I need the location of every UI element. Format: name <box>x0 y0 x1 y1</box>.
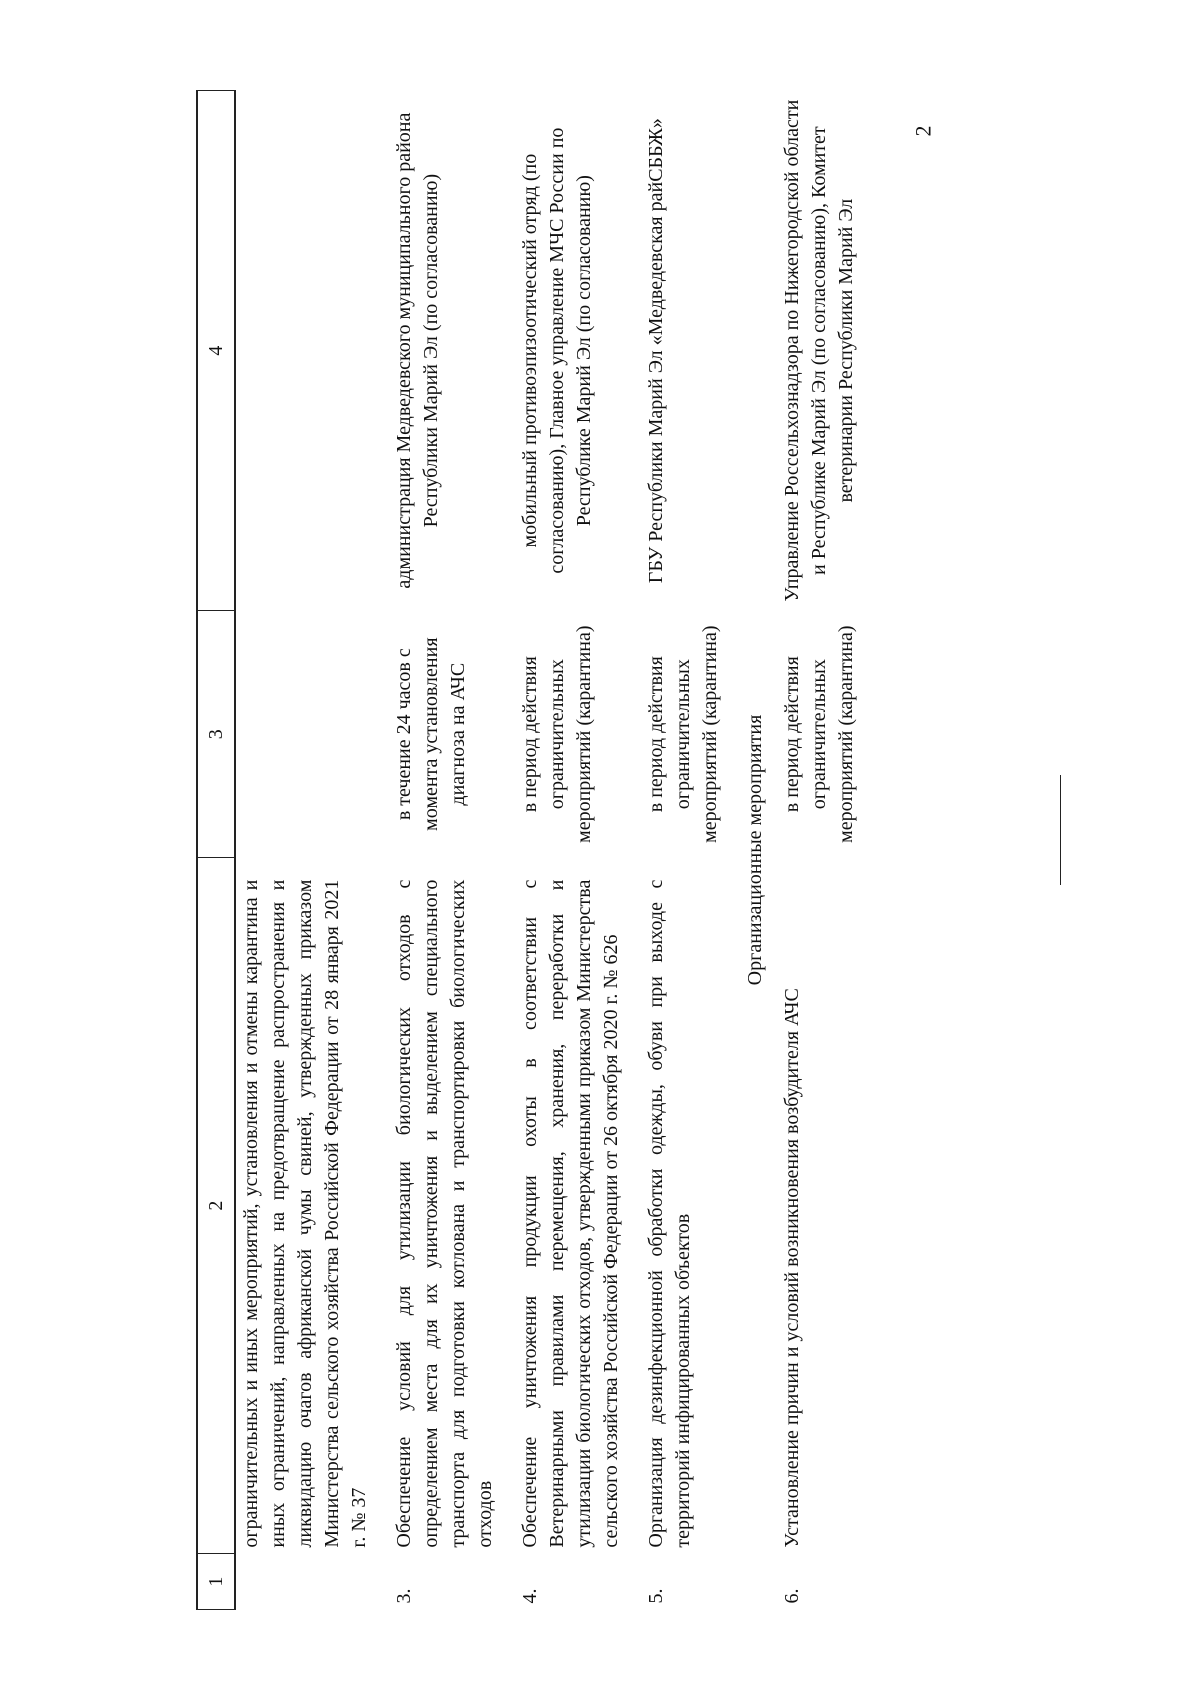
term-text: в течение 24 часов с момента установления диагноза на АЧС <box>393 637 469 831</box>
row-number: 5. <box>645 1588 667 1604</box>
table-row <box>391 91 517 1610</box>
measure-text: Обеспечение уничтожения продукции охоты в соответствии с Ветеринарными правилами перемещения, хранения, переработки и утилизации биологических отходов, утвержденными приказом Министерства сельского хозяйства Российской Федерации от 26 октября 2020 г. № 626 <box>519 879 622 1548</box>
row-number: 3. <box>393 1588 415 1604</box>
header-col-2: 2 <box>197 858 235 1554</box>
table-row <box>779 91 878 1610</box>
responsible-text: ГБУ Республики Марий Эл «Медведевская райСББЖ» <box>645 118 667 584</box>
measure-text: ограничительных и иных мероприятий, установления и отмены карантина и иных ограничений, направленных на предотвращение распространения и ликвидацию очагов африканской чумы свиней, утвержденных приказом Министерства сельского хозяйства Российской Федерации от 28 января 2021 г. № 37 <box>240 879 370 1548</box>
term-text <box>235 611 391 858</box>
table-row <box>517 91 643 1610</box>
term-text: в период действия ограничительных мероприятий (карантина) <box>645 625 721 843</box>
row-number: 6. <box>781 1588 803 1604</box>
end-separator-line <box>1060 775 1061 885</box>
measure-text: Обеспечение условий для утилизации биологических отходов с определением места для их уничтожения и выделением специального транспорта для подготовки котлована и транспортировки биологических отходов <box>393 879 496 1548</box>
section-title: Организационные мероприятия <box>744 714 766 986</box>
responsible-text: администрация Медведевского муниципального района Республики Марий Эл (по согласованию) <box>393 112 442 589</box>
responsible-text: мобильный противоэпизоотический отряд (по согласованию), Главное управление МЧС России по Республике Марий Эл (по согласованию) <box>519 127 595 574</box>
section-row <box>742 91 779 1610</box>
measure-text: Организация дезинфекционной обработки одежды, обуви при выходе с территорий инфицированных объектов <box>645 879 694 1548</box>
header-col-1: 1 <box>197 1554 235 1610</box>
measure-text: Установление причин и условий возникновения возбудителя АЧС <box>781 988 803 1548</box>
page-number: 2 <box>910 125 936 137</box>
rotated-page-content <box>196 90 1056 1610</box>
responsible-text: Управление Россельхознадзора по Нижегородской области и Республике Марий Эл (по согласованию), Комитет ветеринарии Республики Марий Эл <box>781 99 857 602</box>
responsible-text <box>235 91 391 611</box>
term-text: в период действия ограничительных мероприятий (карантина) <box>781 625 857 843</box>
header-col-4: 4 <box>197 91 235 611</box>
header-row <box>197 91 235 1610</box>
table-row <box>235 91 391 1610</box>
row-number: 4. <box>519 1588 541 1604</box>
table-row <box>643 91 742 1610</box>
term-text: в период действия ограничительных мероприятий (карантина) <box>519 625 595 843</box>
header-col-3: 3 <box>197 611 235 858</box>
measures-table <box>196 90 878 1610</box>
row-number <box>235 1554 391 1610</box>
